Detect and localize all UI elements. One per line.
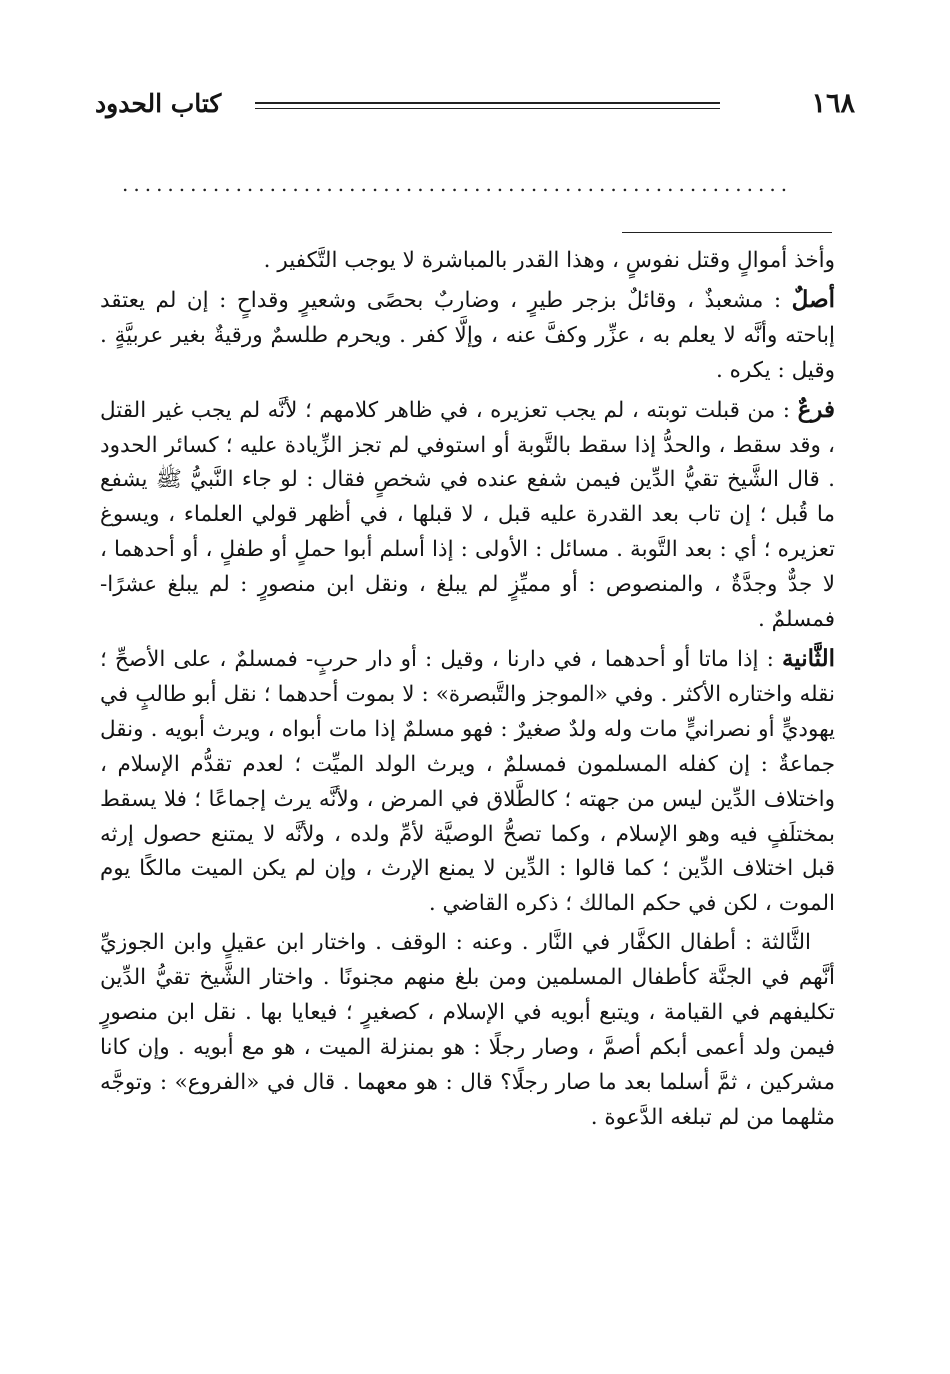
- header-rule: [255, 102, 720, 109]
- paragraph-far: [100, 393, 835, 638]
- paragraph-text: : إذا ماتا أو أحدهما ، في دارنا ، وقيل : أو دار حربٍ- فمسلمٌ ، على الأصحِّ ؛ نقله واختاره الأكثر . وفي «الموجز والتَّبصرة» : لا بموت أحدهما ؛ نقل أبو طالبٍ في يهوديٍّ أو نصرانيٍّ مات وله ولدٌ صغيرٌ : فهو مسلمٌ إذا مات أبواه ، ويرث أبويه . ونقل جماعةٌ : إن كفله المسلمون فمسلمٌ ، ويرث الولد الميِّت ؛ لعدم تقدُّم الإسلام ، واختلاف الدِّين ليس من جهته ؛ كالطَّلاق في المرض ، ولأنَّه يرث إجماعًا ؛ فلا يسقط بمختلَفٍ فيه وهو الإسلام ، وكما تصحُّ الوصيَّة لأمِّ ولده ، ولأنَّه لا يمتنع حصول إرثه قبل اختلاف الدِّين ؛ كما قالوا : الدِّين لا يمنع الإرث ، وإن لم يكن الميت مالكًا يوم الموت ، لكن في حكم المالك ؛ ذكره القاضي .: [100, 646, 835, 917]
- paragraph-text: : من قبلت توبته ، لم يجب تعزيره ، في ظاهر كلامهم ؛ لأنَّه لم يجب غير القتل ، وقد سقط ، والحدُّ إذا سقط بالتَّوبة أو استوفي لم تجز الزِّيادة عليه ؛ كسائر الحدود . قال الشَّيخ تقيُّ الدِّين فيمن شفع عنده في شخصٍ فقال : لو جاء النَّبيُّ ﷺ يشفع ما قُبل ؛ إن تاب بعد القدرة عليه قبل ، لا قبلها ، في أظهر قولي العلماء ، ويسوغ تعزيره ؛ أي : بعد التَّوبة . مسائل : الأولى : إذا أسلم أبوا حملٍ أو طفلٍ ، أو أحدهما ، لا جدٌّ وجدَّةٌ ، والمنصوص : أو مميِّزٍ لم يبلغ ، ونقل ابن منصورٍ : لم يبلغ عشرًا- فمسلمٌ .: [100, 397, 835, 633]
- paragraph-second: [100, 642, 835, 922]
- page-number: ١٦٨: [811, 88, 855, 119]
- lead-word: فرعٌ: [797, 395, 835, 423]
- dotted-separator: [122, 172, 790, 196]
- paragraph-asl: [100, 283, 835, 389]
- paragraph-third: الثَّالثة : أطفال الكفَّار في النَّار . وعنه : الوقف . واختار ابن عقيلٍ وابن الجوزيِّ أنَّهم في الجنَّة كأطفال المسلمين ومن بلغ منهم مجنونًا . واختار الشَّيخ تقيُّ الدِّين تكليفهم في القيامة ، ويتبع أبويه في الإسلام ، كصغيرٍ ؛ فيعايا بها . نقل ابن منصورٍ فيمن ولد أعمى أبكم أصمَّ ، وصار رجلًا : هو بمنزلة الميت ، هو مع أبويه . وإن كانا مشركين ، ثمَّ أسلما بعد ما صار رجلًا؟ قال : هو معهما . قال في «الفروع» : وتوجَّه مثلهما من لم تبلغه الدَّعوة .: [100, 930, 835, 1130]
- lead-word: الثَّانية: [781, 644, 835, 672]
- book-title: كتاب الحدود: [95, 89, 222, 118]
- footnote-rule: [622, 232, 832, 233]
- page-header: [95, 86, 855, 126]
- body-text: [100, 244, 835, 1136]
- paragraph-text: : مشعبذٌ ، وقائلٌ بزجر طيرٍ ، وضاربٌ بحصًى وشعيرٍ وقداحٍ : إن لم يعتقد إباحته وأنَّه لا يعلم به ، عزِّر وكفَّ عنه ، وإلَّا كفر . ويحرم طلسمٌ ورقيةٌ بغير عربيَّةٍ . وقيل : يكره .: [100, 287, 835, 383]
- paragraph-continuation: وأخذ أموالٍ وقتل نفوسٍ ، وهذا القدر بالمباشرة لا يوجب التَّكفير .: [263, 248, 835, 273]
- lead-word: أصلٌ: [791, 285, 835, 313]
